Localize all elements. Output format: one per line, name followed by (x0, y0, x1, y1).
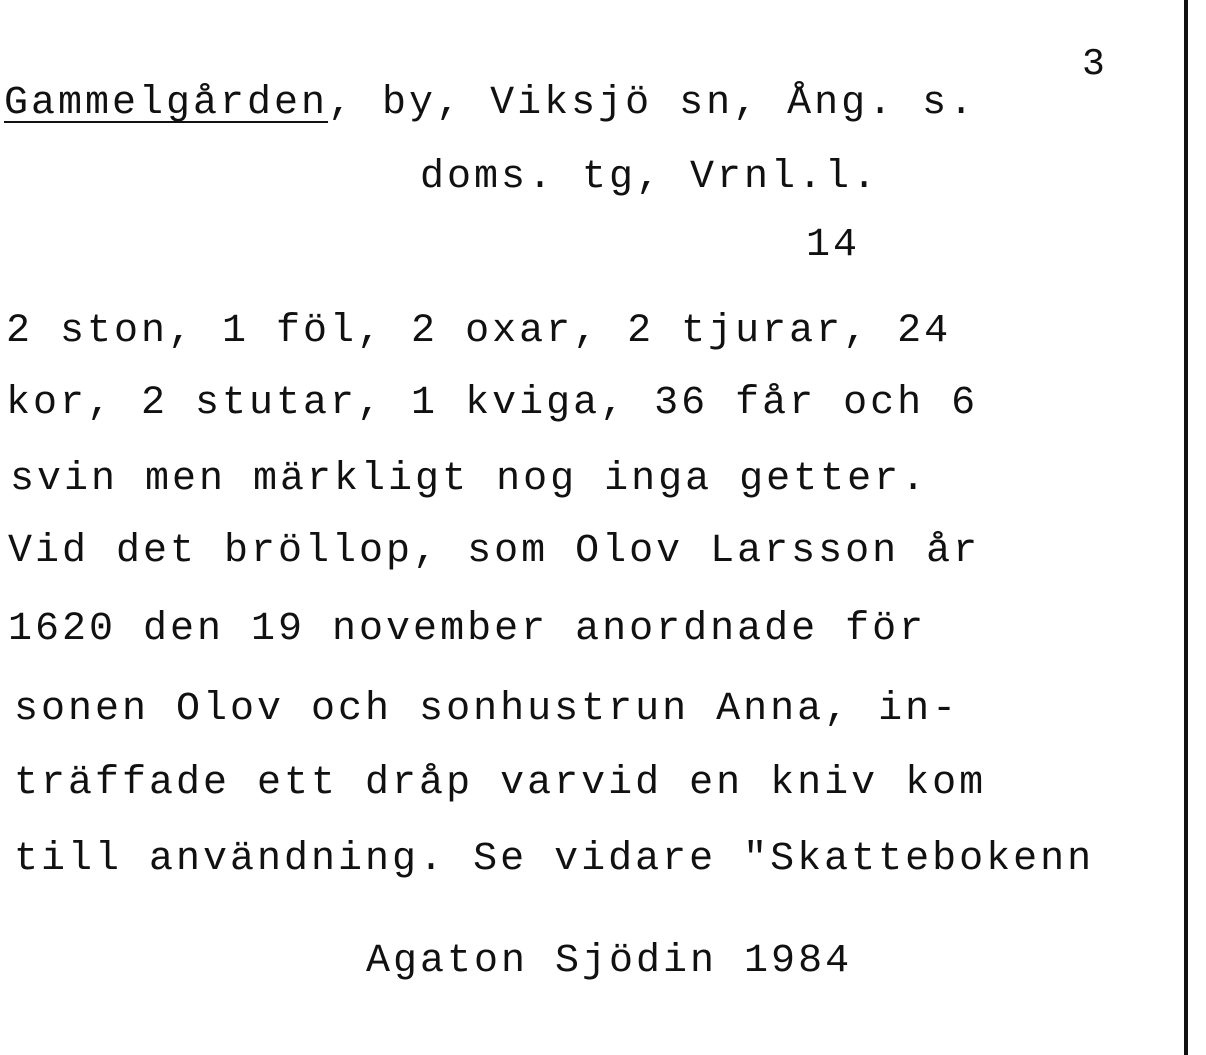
body-line-6: sonen Olov och sonhustrun Anna, in- (14, 687, 960, 732)
body-line-8: till användning. Se vidare "Skattebokenn (14, 837, 1095, 882)
body-line-5: 1620 den 19 november anordnade för (8, 607, 927, 652)
header-line-1-rest: , by, Viksjö sn, Ång. s. (328, 81, 977, 126)
place-name: Gammelgården (4, 81, 329, 126)
body-line-1: 2 ston, 1 föl, 2 oxar, 2 tjurar, 24 (6, 309, 952, 354)
body-line-4: Vid det bröllop, som Olov Larsson år (8, 529, 981, 574)
body-line-2: kor, 2 stutar, 1 kviga, 36 får och 6 (6, 381, 979, 426)
header-line-2: doms. tg, Vrnl.l. (420, 155, 880, 200)
header-line-3: 14 (806, 223, 861, 268)
signature: Agaton Sjödin 1984 (366, 939, 853, 984)
card-edge-line (1184, 0, 1188, 1055)
page-number: 3 (1082, 43, 1105, 86)
body-line-3: svin men märkligt nog inga getter. (10, 457, 929, 502)
header-line-1 (4, 81, 977, 126)
body-line-7: träffade ett dråp varvid en kniv kom (14, 761, 987, 806)
